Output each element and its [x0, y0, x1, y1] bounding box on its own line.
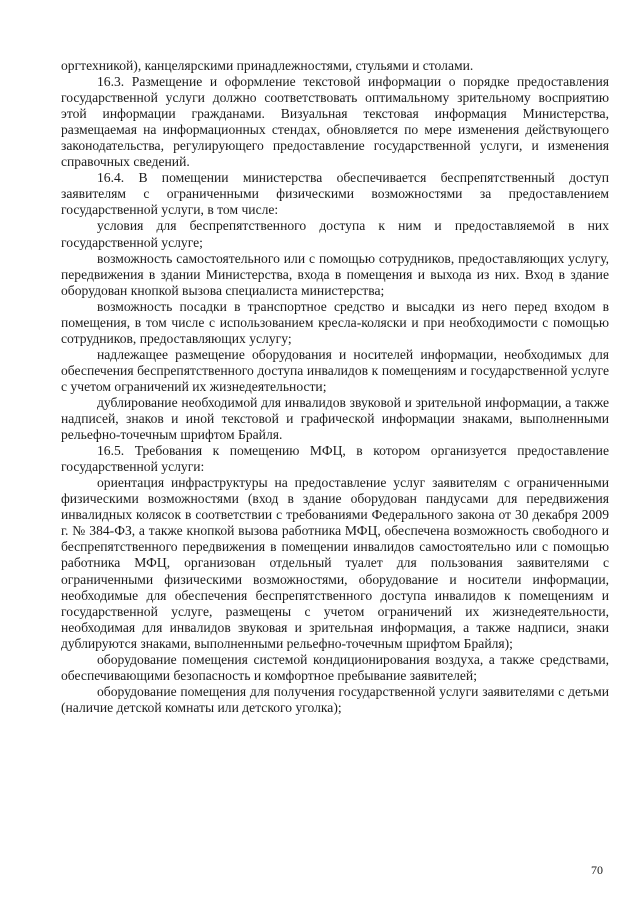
list-item-air-conditioning: оборудование помещения системой кондиционирования воздуха, а также средствами, обеспечивающими безопасность и комфортное пребывание заявителей; — [61, 651, 609, 683]
document-body — [61, 58, 609, 716]
page-number: 70 — [591, 863, 603, 877]
list-item-transport: возможность посадки в транспортное средство и высадки из него перед входом в помещения, в том числе с использованием кресла-коляски и при необходимости с помощью сотрудников, предоставляющих услугу; — [61, 298, 609, 346]
paragraph-16-5: 16.5. Требования к помещению МФЦ, в котором организуется предоставление государственной услуги: — [61, 443, 609, 475]
list-item-movement: возможность самостоятельного или с помощью сотрудников, предоставляющих услугу, передвижения в здании Министерства, входа в помещения и выхода из них. Вход в здание оборудован кнопкой вызова специалиста министерства; — [61, 250, 609, 298]
paragraph-continuation: оргтехникой), канцелярскими принадлежностями, стульями и столами. — [61, 58, 474, 73]
list-item-equipment-placement: надлежащее размещение оборудования и носителей информации, необходимых для обеспечения беспрепятственного доступа инвалидов к помещениям и государственной услуге с учетом ограничений их жизнедеятельности; — [61, 346, 609, 394]
list-item-infrastructure: ориентация инфраструктуры на предоставление услуг заявителям с ограниченными физическими возможностями (вход в здание оборудован пандусами для передвижения инвалидных колясок в соответствии с требованиями Федерального закона от 30 декабря 2009 г. № 384-ФЗ, а также кнопкой вызова работника МФЦ, обеспечена возможность свободного и беспрепятственного передвижения в помещении инвалидов самостоятельно или с помощью работника МФЦ, организован отдельный туалет для пользования заявителями с ограниченными физическими возможностями, оборудование и носители информации, необходимые для обеспечения беспрепятственного доступа инвалидов к помещениям и государственной услуге, размещены с учетом ограничений их жизнедеятельности, необходимая для инвалидов звуковая и зрительная информация, а также надписи, знаки дублируются знаками, выполненными рельефно-точечным шрифтом Брайля); — [61, 475, 609, 651]
list-item-children-room: оборудование помещения для получения государственной услуги заявителями с детьми (наличие детской комнаты или детского уголка); — [61, 683, 609, 715]
list-item-braille-duplication: дублирование необходимой для инвалидов звуковой и зрительной информации, а также надписей, знаков и иной текстовой и графической информации знаками, выполненными рельефно-точечным шрифтом Брайля. — [61, 394, 609, 443]
list-item-access-conditions: условия для беспрепятственного доступа к ним и предоставляемой в них государственной услуге; — [61, 218, 609, 250]
paragraph-16-4: 16.4. В помещении министерства обеспечивается беспрепятственный доступ заявителям с ограниченными физическими возможностями за предоставлением государственной услуги, в том числе: — [61, 170, 609, 218]
paragraph-16-3: 16.3. Размещение и оформление текстовой информации о порядке предоставления государственной услуги должно соответствовать оптимальному зрительному восприятию этой информации гражданами. Визуальная текстовая информация Министерства, размещаемая на информационных стендах, обновляется по мере изменения действующего законодательства, регулирующего предоставление государственной услуги, и изменения справочных сведений. — [61, 74, 609, 170]
